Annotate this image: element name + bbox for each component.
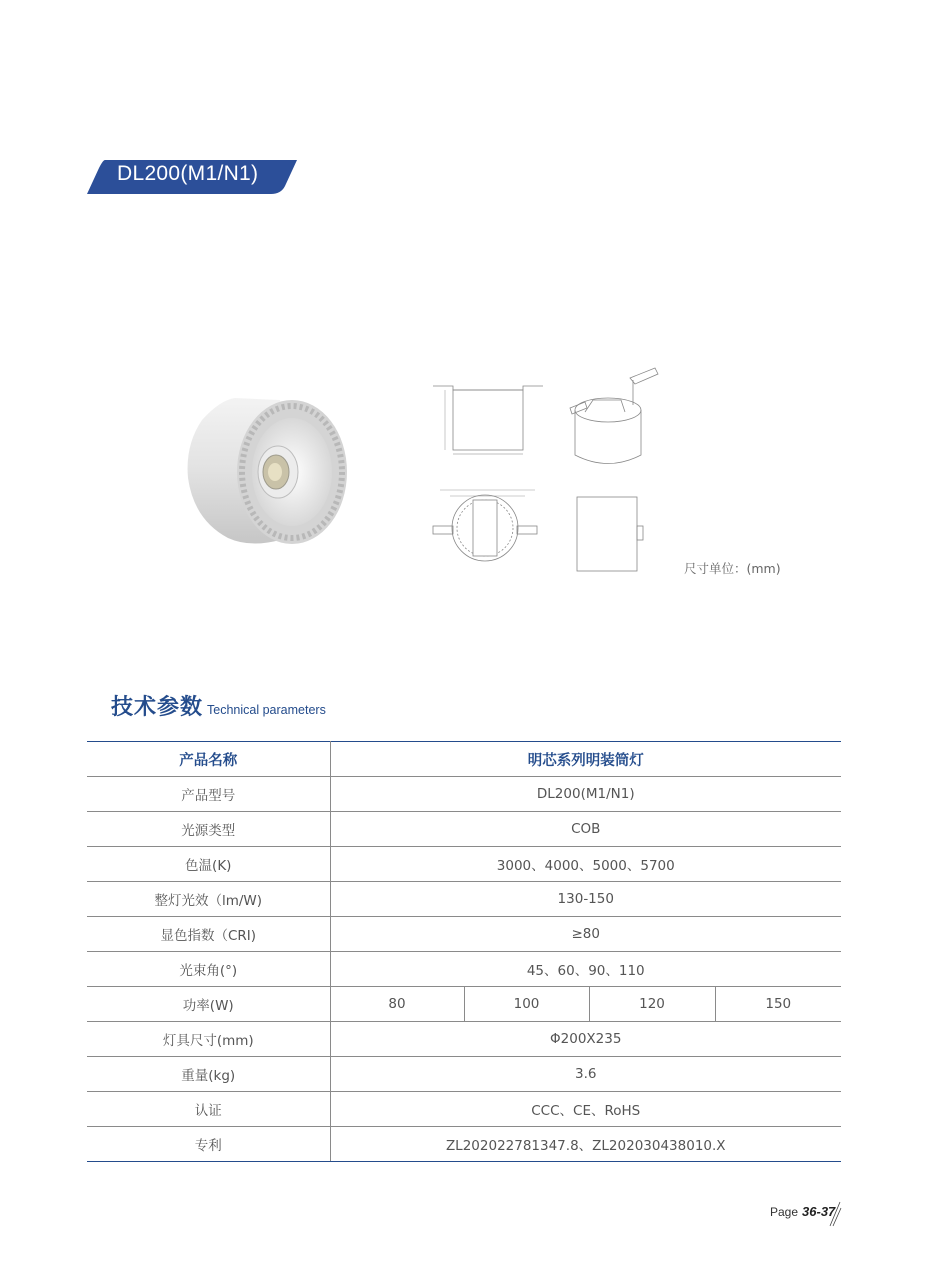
table-row bbox=[87, 1127, 841, 1162]
power-value: 80 bbox=[330, 987, 464, 1022]
model-title-tab bbox=[87, 160, 297, 194]
dimension-drawings bbox=[425, 360, 685, 585]
table-row bbox=[87, 882, 841, 917]
page-label: Page bbox=[770, 1205, 799, 1219]
row-value: Φ200X235 bbox=[330, 1022, 841, 1057]
power-value: 120 bbox=[589, 987, 715, 1022]
header-value: 明芯系列明装筒灯 bbox=[330, 742, 841, 777]
row-label: 色温(K) bbox=[87, 847, 330, 882]
unit-note: 尺寸单位：(mm) bbox=[684, 561, 781, 576]
row-label: 显色指数（CRI) bbox=[87, 917, 330, 952]
section-title-en: Technical parameters bbox=[207, 703, 326, 717]
row-label: 整灯光效（lm/W) bbox=[87, 882, 330, 917]
row-value: DL200(M1/N1) bbox=[330, 777, 841, 812]
table-row bbox=[87, 847, 841, 882]
row-value: COB bbox=[330, 812, 841, 847]
power-value: 150 bbox=[715, 987, 841, 1022]
section-title bbox=[111, 690, 326, 721]
front-view-drawing bbox=[433, 490, 537, 561]
table-row bbox=[87, 917, 841, 952]
table-row bbox=[87, 1022, 841, 1057]
row-label: 专利 bbox=[87, 1127, 330, 1162]
table-header-row bbox=[87, 742, 841, 777]
downlight-product-image bbox=[180, 390, 355, 550]
power-row bbox=[87, 987, 841, 1022]
side-view-drawing bbox=[433, 386, 543, 454]
power-label: 功率(W) bbox=[87, 987, 330, 1022]
table-row bbox=[87, 1092, 841, 1127]
row-label: 认证 bbox=[87, 1092, 330, 1127]
row-label: 光源类型 bbox=[87, 812, 330, 847]
table-row bbox=[87, 1057, 841, 1092]
row-value: ≥80 bbox=[330, 917, 841, 952]
row-value: CCC、CE、RoHS bbox=[330, 1092, 841, 1127]
row-label: 灯具尺寸(mm) bbox=[87, 1022, 330, 1057]
page-slash-icon bbox=[828, 1200, 842, 1228]
row-value: 45、60、90、110 bbox=[330, 952, 841, 987]
model-title: DL200(M1/N1) bbox=[117, 162, 259, 185]
page-number-value: 36-37 bbox=[802, 1204, 836, 1219]
power-value: 100 bbox=[464, 987, 589, 1022]
row-value: 3.6 bbox=[330, 1057, 841, 1092]
table-row bbox=[87, 952, 841, 987]
table-row bbox=[87, 777, 841, 812]
row-label: 产品型号 bbox=[87, 777, 330, 812]
row-value: ZL202022781347.8、ZL202030438010.X bbox=[330, 1127, 841, 1162]
section-title-cn: 技术参数 bbox=[111, 695, 204, 720]
table-row bbox=[87, 812, 841, 847]
row-label: 重量(kg) bbox=[87, 1057, 330, 1092]
page-number bbox=[770, 1204, 835, 1219]
isometric-view-drawing bbox=[570, 368, 658, 464]
row-value: 3000、4000、5000、5700 bbox=[330, 847, 841, 882]
row-label: 光束角(°) bbox=[87, 952, 330, 987]
technical-parameters-table bbox=[87, 741, 841, 1162]
side-profile-drawing bbox=[577, 497, 643, 571]
header-label: 产品名称 bbox=[87, 742, 330, 777]
row-value: 130-150 bbox=[330, 882, 841, 917]
